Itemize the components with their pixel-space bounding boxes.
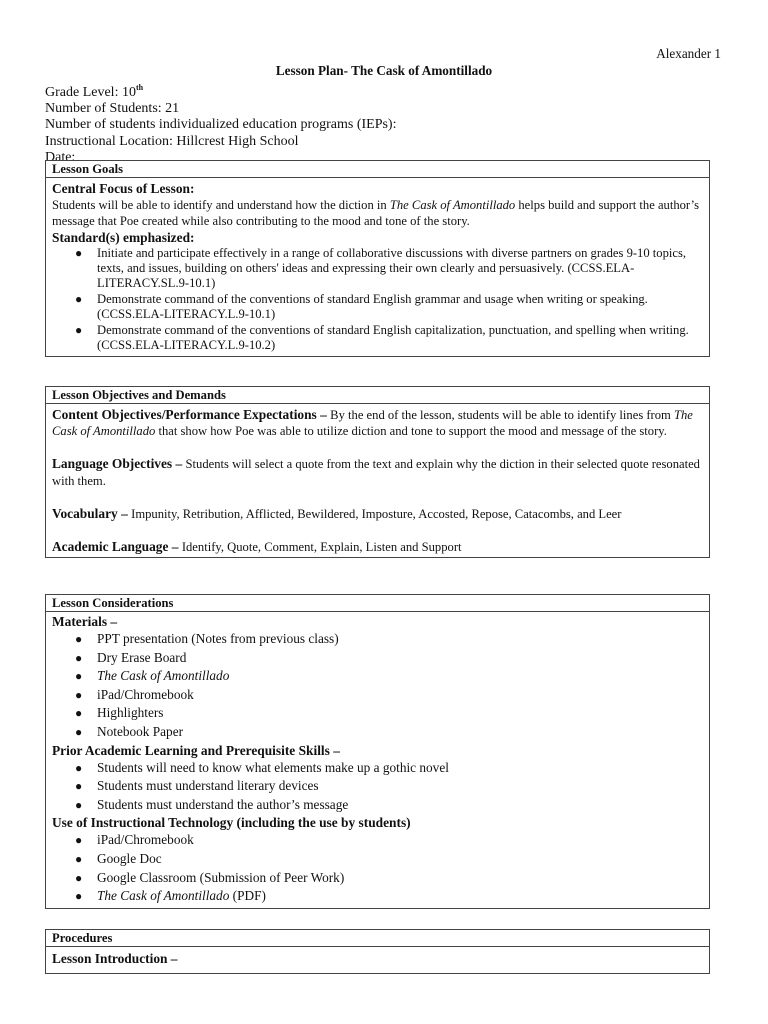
- bullet-icon: ●: [75, 851, 83, 866]
- vocabulary: Vocabulary – Impunity, Retribution, Afflicted, Bewildered, Imposture, Accosted, Repose, Catacombs, and Leer: [52, 505, 622, 521]
- bullet-icon: ●: [75, 724, 83, 739]
- language-objectives: Language Objectives – Students will select a quote from the text and explain why the diction in their selected quote resonated with them.: [52, 456, 700, 488]
- instructional-location: Instructional Location: Hillcrest High School: [45, 133, 299, 149]
- bullet-icon: ●: [75, 323, 83, 338]
- date-field: Date:: [45, 149, 76, 165]
- story-title: The Cask of Amontillado: [52, 408, 693, 439]
- procedures-heading: Procedures: [46, 930, 709, 947]
- document-title: Lesson Plan- The Cask of Amontillado: [275, 63, 493, 78]
- number-of-students: Number of Students: 21: [45, 101, 180, 117]
- prior-learning-list: [52, 759, 703, 815]
- bullet-icon: ●: [75, 889, 83, 904]
- bullet-icon: ●: [75, 292, 83, 307]
- materials-list: [52, 630, 703, 742]
- grade-level-text: Grade Level: 10: [45, 85, 136, 100]
- list-item: ● Google Doc: [52, 850, 703, 869]
- academic-language: Academic Language – Identify, Quote, Comment, Explain, Listen and Support: [52, 539, 462, 555]
- prior-learning-label: Prior Academic Learning and Prerequisite Skills –: [52, 742, 340, 758]
- story-title: The Cask of Amontillado: [97, 888, 230, 904]
- central-focus-text: Students will be able to identify and understand how the diction in The Cask of Amontillado helps build and support the author’s message that Poe created while also contributing to the mood and tone of the story.: [52, 198, 699, 229]
- instructional-technology-list: [52, 831, 703, 905]
- list-item: ● The Cask of Amontillado (PDF): [52, 887, 703, 906]
- page-header-author: Alexander 1: [656, 46, 721, 61]
- list-item: ● Students must understand literary devices: [52, 777, 703, 796]
- grade-level: [45, 80, 396, 101]
- bullet-icon: ●: [75, 760, 83, 775]
- procedures-section: [45, 929, 710, 974]
- lesson-considerations-heading: Lesson Considerations: [46, 595, 709, 612]
- bullet-icon: ●: [75, 797, 83, 812]
- bullet-icon: ●: [75, 669, 83, 684]
- lesson-introduction-label: Lesson Introduction –: [52, 951, 178, 966]
- list-item: ● iPad/Chromebook: [52, 686, 703, 705]
- lesson-meta: [45, 80, 396, 166]
- grade-level-suffix: th: [135, 83, 144, 92]
- bullet-icon: ●: [75, 687, 83, 702]
- lesson-goals-section: [45, 160, 710, 357]
- content-objectives: Content Objectives/Performance Expectations – By the end of the lesson, students will be able to identify lines from The Cask of Amontillado that show how Poe was able to utilize diction and tone to support the mood and message of the story.: [52, 407, 693, 439]
- bullet-icon: ●: [75, 706, 83, 721]
- language-objectives-label: Language Objectives –: [52, 456, 186, 472]
- list-item: ● Google Classroom (Submission of Peer Work): [52, 869, 703, 888]
- list-item: ● Initiate and participate effectively in a range of collaborative discussions with diverse partners on grades 9-10 topics, texts, and issues, building on others' ideas and expressing their own clearly and persuasively. (CCSS.ELA-LITERACY.SL.9-10.1): [75, 246, 687, 291]
- list-item: ● Demonstrate command of the conventions of standard English grammar and usage when writing or speaking. (CCSS.ELA-LITERACY.L.9-10.1): [75, 292, 648, 322]
- materials-label: Materials –: [52, 614, 118, 629]
- lesson-goals-heading: Lesson Goals: [46, 161, 709, 178]
- story-title: The Cask of Amontillado: [389, 198, 516, 212]
- instructional-technology-label: Use of Instructional Technology (including the use by students): [52, 815, 411, 831]
- bullet-icon: ●: [75, 870, 83, 885]
- bullet-icon: ●: [75, 833, 83, 848]
- iep-count: Number of students individualized education programs (IEPs):: [45, 117, 397, 133]
- standards-list: [52, 246, 703, 353]
- list-item: ● Demonstrate command of the conventions of standard English capitalization, punctuation, and spelling when writing. (CCSS.ELA-LITERACY.L.9-10.2): [75, 323, 689, 353]
- bullet-icon: ●: [75, 650, 83, 665]
- central-focus-label: Central Focus of Lesson:: [52, 181, 195, 196]
- content-objectives-label: Content Objectives/Performance Expectations –: [52, 407, 331, 422]
- list-item: ● The Cask of Amontillado: [52, 667, 703, 686]
- list-item: ● Dry Erase Board: [52, 649, 703, 668]
- lesson-objectives-section: [45, 386, 710, 558]
- academic-language-label: Academic Language –: [52, 539, 182, 555]
- list-item: ● Students must understand the author’s message: [52, 796, 703, 815]
- standards-label: Standard(s) emphasized:: [52, 230, 195, 246]
- bullet-icon: ●: [75, 632, 83, 646]
- list-item: ● PPT presentation (Notes from previous class): [52, 630, 703, 649]
- list-item: ● Students will need to know what elements make up a gothic novel: [52, 759, 703, 778]
- list-item: ● iPad/Chromebook: [52, 831, 703, 850]
- list-item: ● Notebook Paper: [52, 723, 703, 742]
- vocabulary-label: Vocabulary –: [52, 505, 132, 521]
- lesson-considerations-section: [45, 594, 710, 909]
- list-item: ● Highlighters: [52, 704, 703, 723]
- bullet-icon: ●: [75, 246, 83, 261]
- bullet-icon: ●: [75, 779, 83, 794]
- lesson-objectives-heading: Lesson Objectives and Demands: [46, 387, 709, 404]
